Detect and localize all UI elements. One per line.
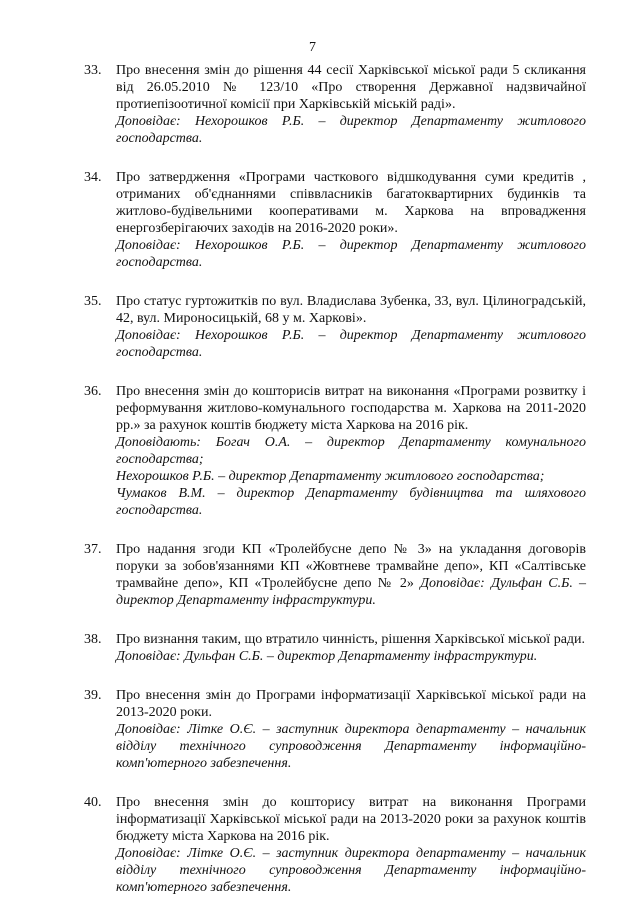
item-speaker-3: Чумаков В.М. – директор Департаменту будівництва та шляхового господарства. <box>116 486 586 518</box>
item-title: Про статус гуртожитків по вул. Владислава Зубенка, 33, вул. Цілиноградській, 42, вул. Мироносицькій, 68 у м. Харкові». <box>116 294 586 326</box>
item-title: Про внесення змін до рішення 44 сесії Харківської міської ради 5 скликання від 26.05.2010 № 123/10 «Про створення Державної надзвичайної протиепізоотичної комісії при Харківській міській раді». <box>116 63 586 112</box>
item-number: 36. <box>84 384 102 399</box>
item-number: 34. <box>84 170 102 185</box>
item-number: 37. <box>84 542 102 557</box>
item-title: Про внесення змін до кошторису витрат на виконання Програми інформатизації Харківської міської ради на 2013-2020 роки за рахунок коштів бюджету міста Харкова на 2016 рік. <box>116 795 586 844</box>
item-speaker: Доповідає: Літке О.Є. – заступник директора департаменту – начальник відділу технічного супроводження Департаменту інформаційно-комп'ютерного забезпечення. <box>116 846 586 895</box>
item-speaker: Доповідає: Дульфан С.Б. – директор Департаменту інфраструктури. <box>116 576 586 608</box>
item-title: Про визнання таким, що втратило чинність, рішення Харківської міської ради. <box>116 632 586 647</box>
item-number: 38. <box>84 632 102 647</box>
item-speaker: Доповідає: Дульфан С.Б. – директор Департаменту інфраструктури. <box>116 649 538 664</box>
item-title: Про затвердження «Програми часткового відшкодування суми кредитів , отриманих об'єднаннями співвласників багатоквартирних будинків та житлово-будівельними кооперативами м. Харкова на впровадження енергозберігаючих заходів на 2016-2020 роки». <box>116 170 586 236</box>
item-speaker-2: Нехорошков Р.Б. – директор Департаменту житлового господарства; <box>116 469 545 484</box>
item-speaker: Доповідає: Нехорошков Р.Б. – директор Департаменту житлового господарства. <box>116 114 586 146</box>
agenda-item-33 <box>84 62 586 147</box>
item-speaker: Доповідає: Нехорошков Р.Б. – директор Департаменту житлового господарства. <box>116 238 586 270</box>
agenda-item-38 <box>84 631 586 665</box>
item-number: 33. <box>84 63 102 78</box>
item-speaker: Доповідають: Богач О.А. – директор Департаменту комунального господарства; <box>116 435 586 467</box>
item-title: Про внесення змін до кошторисів витрат на виконання «Програми розвитку і реформування житлово-комунального господарства м. Харкова на 2011-2020 рр.» за рахунок коштів бюджету міста Харкова на 2016 рік. <box>116 384 586 433</box>
item-title <box>116 541 586 609</box>
item-speaker: Доповідає: Літке О.Є. – заступник директора департаменту – начальник відділу технічного супроводження Департаменту інформаційно-комп'ютерного забезпечення. <box>116 722 586 771</box>
agenda-item-36 <box>84 383 586 519</box>
agenda-item-39 <box>84 687 586 772</box>
item-number: 39. <box>84 688 102 703</box>
item-title-text: Про надання згоди КП «Тролейбусне депо № 3» на укладання договорів поруки за зобов'язаннями КП «Жовтневе трамвайне депо», КП «Салтівське трамвайне депо», КП «Тролейбусне депо № 2» <box>116 542 586 591</box>
item-title: Про внесення змін до Програми інформатизації Харківської міської ради на 2013-2020 роки. <box>116 688 586 720</box>
agenda-item-40 <box>84 794 586 896</box>
item-number: 40. <box>84 795 102 810</box>
page-number: 7 <box>309 40 316 55</box>
agenda-item-35 <box>84 293 586 361</box>
agenda-item-37 <box>84 541 586 609</box>
item-number: 35. <box>84 294 102 309</box>
agenda-list <box>84 62 586 918</box>
agenda-item-34 <box>84 169 586 271</box>
item-speaker: Доповідає: Нехорошков Р.Б. – директор Департаменту житлового господарства. <box>116 328 586 360</box>
